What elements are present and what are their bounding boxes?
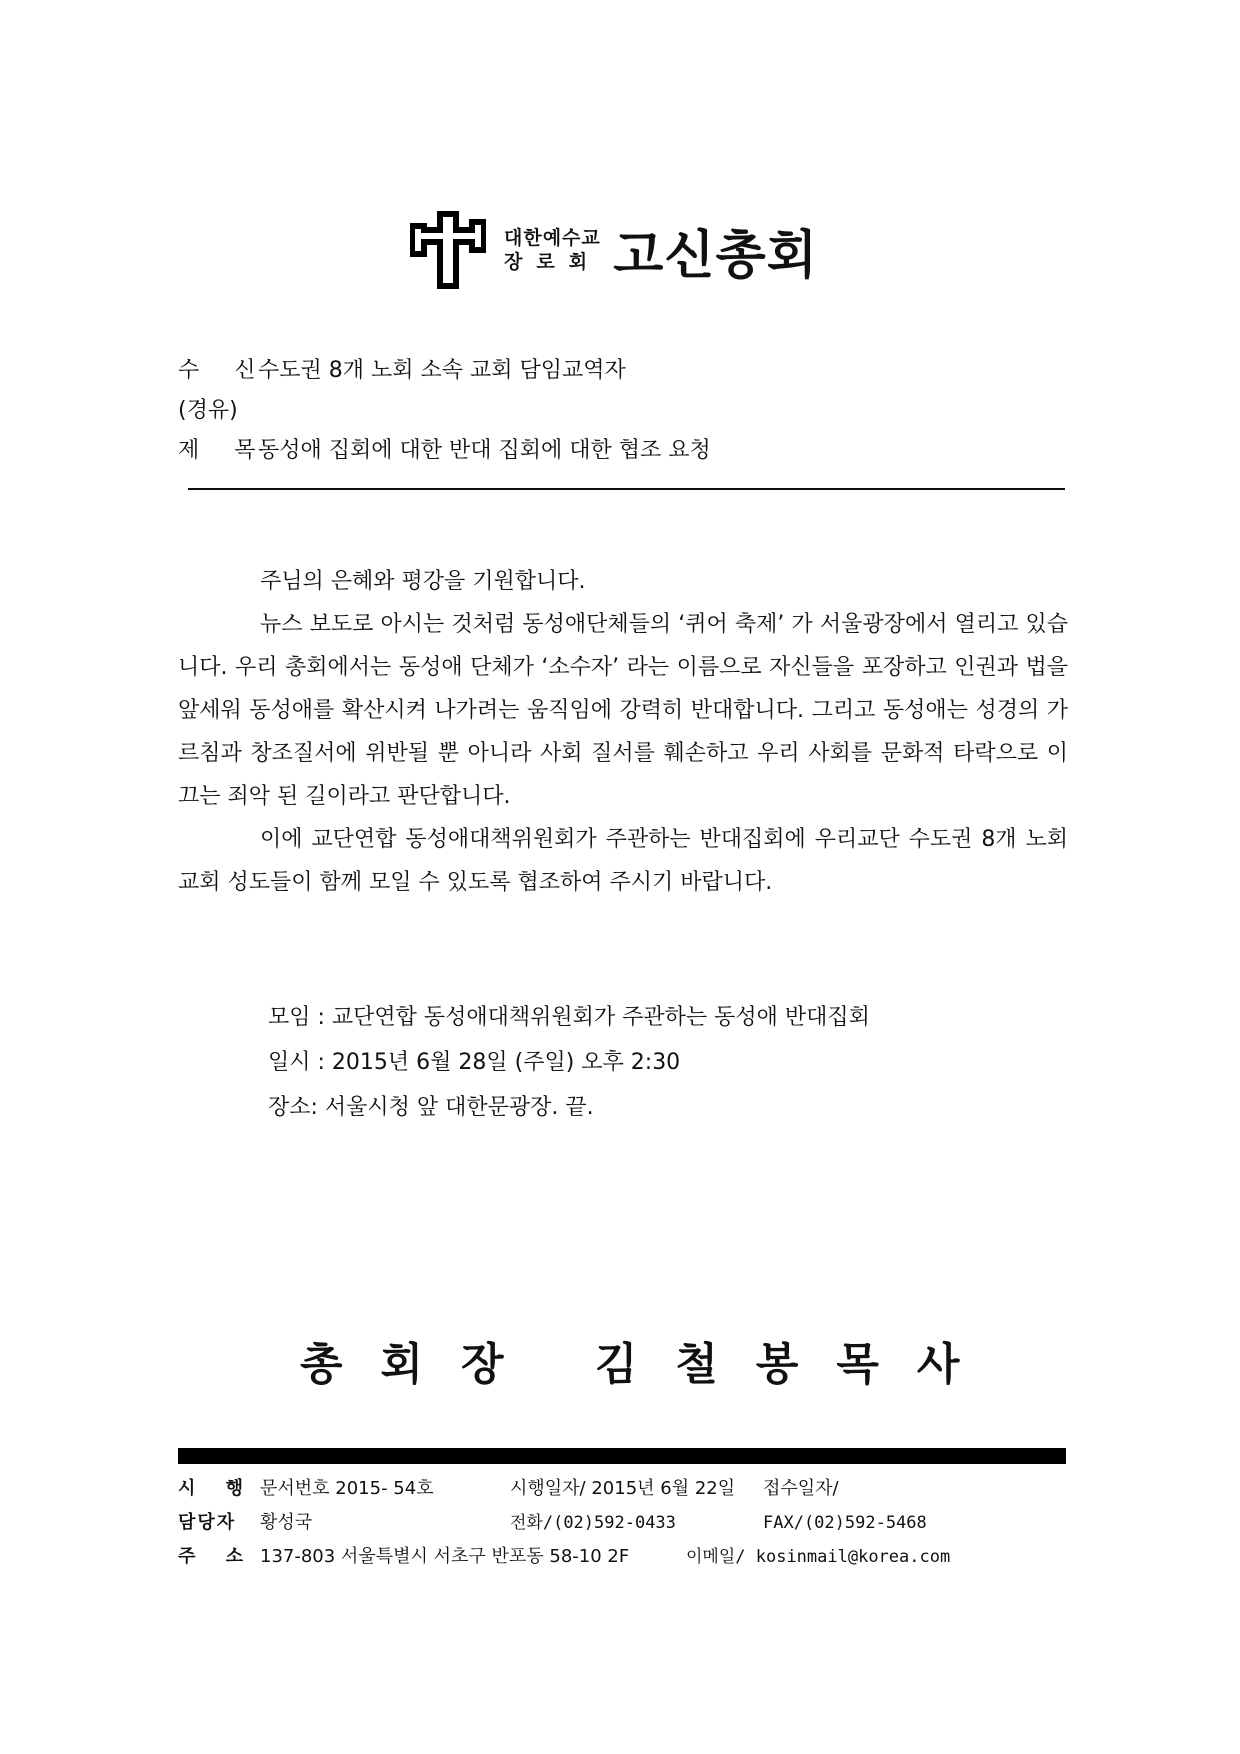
footer-contact-label: 담당자 xyxy=(178,1512,237,1533)
header-divider xyxy=(188,488,1065,490)
body-paragraph-request: 이에 교단연합 동성애대책위원회가 주관하는 반대집회에 우리교단 수도권 8개 노회 교회 성도들이 함께 모일 수 있도록 협조하여 주시기 바랍니다. xyxy=(178,827,1068,895)
contact-person: 황성국 xyxy=(260,1512,313,1533)
fax-number: FAX/(02)592-5468 xyxy=(763,1513,927,1533)
recipient-row xyxy=(178,356,626,386)
event-meeting: 모임 : 교단연합 동성애대책위원회가 주관하는 동성애 반대집회 xyxy=(268,1005,870,1030)
subject-label: 제 목 xyxy=(178,438,270,463)
cross-emblem-icon xyxy=(410,210,486,290)
footer-divider xyxy=(178,1448,1066,1464)
doc-number: 문서번호 2015- 54호 xyxy=(260,1478,434,1499)
footer-issue-label: 시 행 xyxy=(178,1478,256,1499)
event-datetime: 일시 : 2015년 6월 28일 (주일) 오후 2:30 xyxy=(268,1050,681,1075)
footer-address-label: 주 소 xyxy=(178,1546,256,1567)
event-place: 장소: 서울시청 앞 대한문광장. 끝. xyxy=(268,1095,594,1120)
event-details xyxy=(268,995,870,1130)
phone-number: 전화/(02)592-0433 xyxy=(510,1513,676,1533)
body-paragraph-main: 뉴스 보도로 아시는 것처럼 동성애단체들의 ‘퀴어 축제’ 가 서울광장에서 열리고 있습니다. 우리 총회에서는 동성애 단체가 ‘소수자’ 라는 이름으로 자신들을 포장하고 인권과 법을 앞세워 동성애를 확산시켜 나가려는 움직임에 강력히 반대합니다. 그리고 동성애는 성경의 가르침과 창조질서에 위반될 뿐 아니라 사회 질서를 훼손하고 우리 사회를 문화적 타락으로 이끄는 죄악 된 길이라고 판단합니다. xyxy=(178,612,1068,809)
logo-title: 고신총회 xyxy=(613,225,818,286)
body-paragraph-greeting: 주님의 은혜와 평강을 기원합니다. xyxy=(260,569,586,594)
issue-date: 시행일자/ 2015년 6월 22일 xyxy=(510,1478,736,1499)
letter-body xyxy=(178,560,1068,904)
subject-row xyxy=(178,436,711,466)
logo-subtitle-line1: 대한예수교 xyxy=(504,227,601,249)
recipient-label: 수 신 xyxy=(178,358,270,383)
organization-logo xyxy=(410,210,818,290)
receipt-date: 접수일자/ xyxy=(763,1478,839,1499)
subject-value: 동성애 집회에 대한 반대 집회에 대한 협조 요청 xyxy=(258,438,711,463)
email: 이메일/ kosinmail@korea.com xyxy=(686,1547,951,1567)
via-row xyxy=(178,396,238,426)
signature: 총회장 김철봉목사 xyxy=(300,1339,998,1390)
recipient-value: 수도권 8개 노회 소속 교회 담임교역자 xyxy=(258,358,626,383)
address: 137-803 서울특별시 서초구 반포동 58-10 2F xyxy=(260,1546,630,1567)
logo-subtitle xyxy=(504,226,601,274)
logo-subtitle-line2: 장로회 xyxy=(504,251,602,273)
via-label: (경유) xyxy=(178,398,238,423)
